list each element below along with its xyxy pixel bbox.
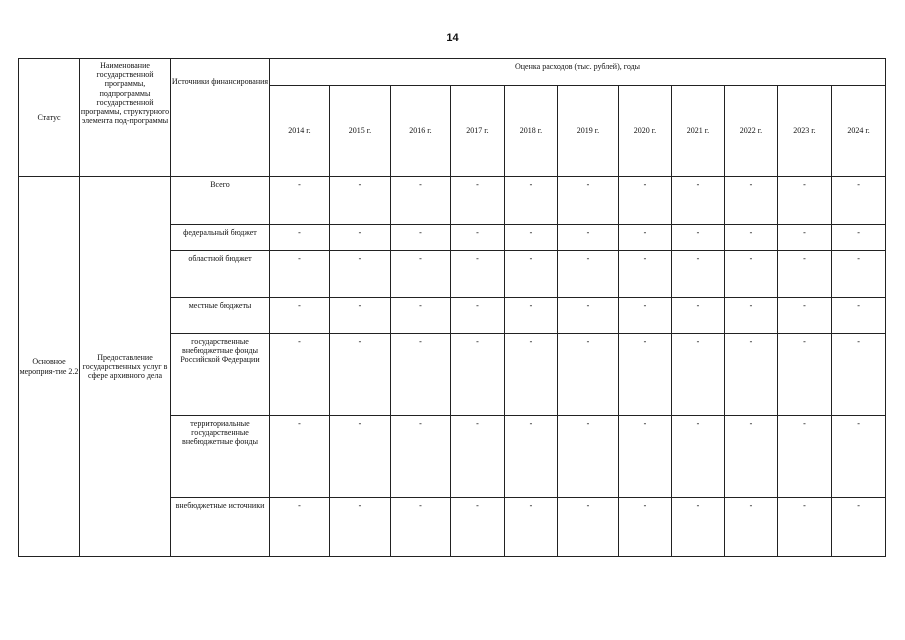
value-cell: - [832,498,886,557]
value-cell: - [778,225,832,251]
value-cell: - [330,177,391,225]
year-header: 2017 г. [451,86,505,177]
value-cell: - [672,298,725,334]
value-cell: - [558,416,619,498]
value-cell: - [558,177,619,225]
source-label: Всего [171,177,270,225]
value-cell: - [558,334,619,416]
value-cell: - [391,298,451,334]
value-cell: - [330,416,391,498]
source-label: внебюджетные источники [171,498,270,557]
value-cell: - [270,334,330,416]
value-cell: - [391,251,451,298]
value-cell: - [391,334,451,416]
source-label: федеральный бюджет [171,225,270,251]
value-cell: - [778,177,832,225]
source-label: государственные внебюджетные фонды Российской Федерации [171,334,270,416]
table-row [19,177,886,225]
year-header: 2020 г. [619,86,672,177]
source-label: местные бюджеты [171,298,270,334]
header-row-1 [19,59,886,86]
value-cell: - [619,498,672,557]
value-cell: - [725,416,778,498]
value-cell: - [832,177,886,225]
year-header: 2024 г. [832,86,886,177]
value-cell: - [725,498,778,557]
value-cell: - [451,416,505,498]
value-cell: - [270,251,330,298]
year-header: 2021 г. [672,86,725,177]
year-header: 2015 г. [330,86,391,177]
value-cell: - [672,416,725,498]
value-cell: - [672,334,725,416]
status-header: Статус [19,59,80,177]
value-cell: - [619,177,672,225]
source-label: областной бюджет [171,251,270,298]
value-cell: - [832,298,886,334]
value-cell: - [619,225,672,251]
year-header: 2023 г. [778,86,832,177]
value-cell: - [451,225,505,251]
value-cell: - [672,498,725,557]
value-cell: - [725,251,778,298]
value-cell: - [619,334,672,416]
value-cell: - [672,177,725,225]
value-cell: - [505,225,558,251]
value-cell: - [330,251,391,298]
budget-table [18,58,886,557]
value-cell: - [330,334,391,416]
value-cell: - [505,416,558,498]
sources-header: Источники финансирования [171,59,270,177]
value-cell: - [330,225,391,251]
value-cell: - [558,251,619,298]
program-name-header: Наименование государственной программы, подпрограммы государственной программы, структурного элемента под-программы [80,59,171,177]
value-cell: - [725,298,778,334]
value-cell: - [725,177,778,225]
year-header: 2016 г. [391,86,451,177]
year-header: 2022 г. [725,86,778,177]
value-cell: - [505,334,558,416]
year-header: 2014 г. [270,86,330,177]
value-cell: - [451,298,505,334]
value-cell: - [558,225,619,251]
year-header: 2018 г. [505,86,558,177]
value-cell: - [505,298,558,334]
value-cell: - [270,225,330,251]
value-cell: - [832,334,886,416]
value-cell: - [451,177,505,225]
value-cell: - [505,177,558,225]
value-cell: - [778,416,832,498]
value-cell: - [391,416,451,498]
value-cell: - [619,251,672,298]
value-cell: - [558,498,619,557]
value-cell: - [778,251,832,298]
value-cell: - [832,225,886,251]
value-cell: - [832,251,886,298]
page-number: 14 [446,32,459,44]
value-cell: - [558,298,619,334]
measure-cell: Предоставление государственных услуг в сфере архивного дела [80,177,171,557]
value-cell: - [270,416,330,498]
estimate-header: Оценка расходов (тыс. рублей), годы [270,59,886,86]
value-cell: - [330,298,391,334]
source-label: территориальные государственные внебюджетные фонды [171,416,270,498]
value-cell: - [778,334,832,416]
value-cell: - [451,251,505,298]
value-cell: - [619,298,672,334]
status-cell: Основное мероприя-тие 2.2 [19,177,80,557]
value-cell: - [505,251,558,298]
year-header: 2019 г. [558,86,619,177]
value-cell: - [391,225,451,251]
value-cell: - [270,177,330,225]
value-cell: - [330,498,391,557]
value-cell: - [505,498,558,557]
value-cell: - [832,416,886,498]
value-cell: - [778,498,832,557]
value-cell: - [672,225,725,251]
value-cell: - [270,298,330,334]
value-cell: - [619,416,672,498]
value-cell: - [725,334,778,416]
value-cell: - [451,334,505,416]
value-cell: - [391,498,451,557]
value-cell: - [451,498,505,557]
value-cell: - [778,298,832,334]
value-cell: - [270,498,330,557]
value-cell: - [725,225,778,251]
value-cell: - [391,177,451,225]
value-cell: - [672,251,725,298]
